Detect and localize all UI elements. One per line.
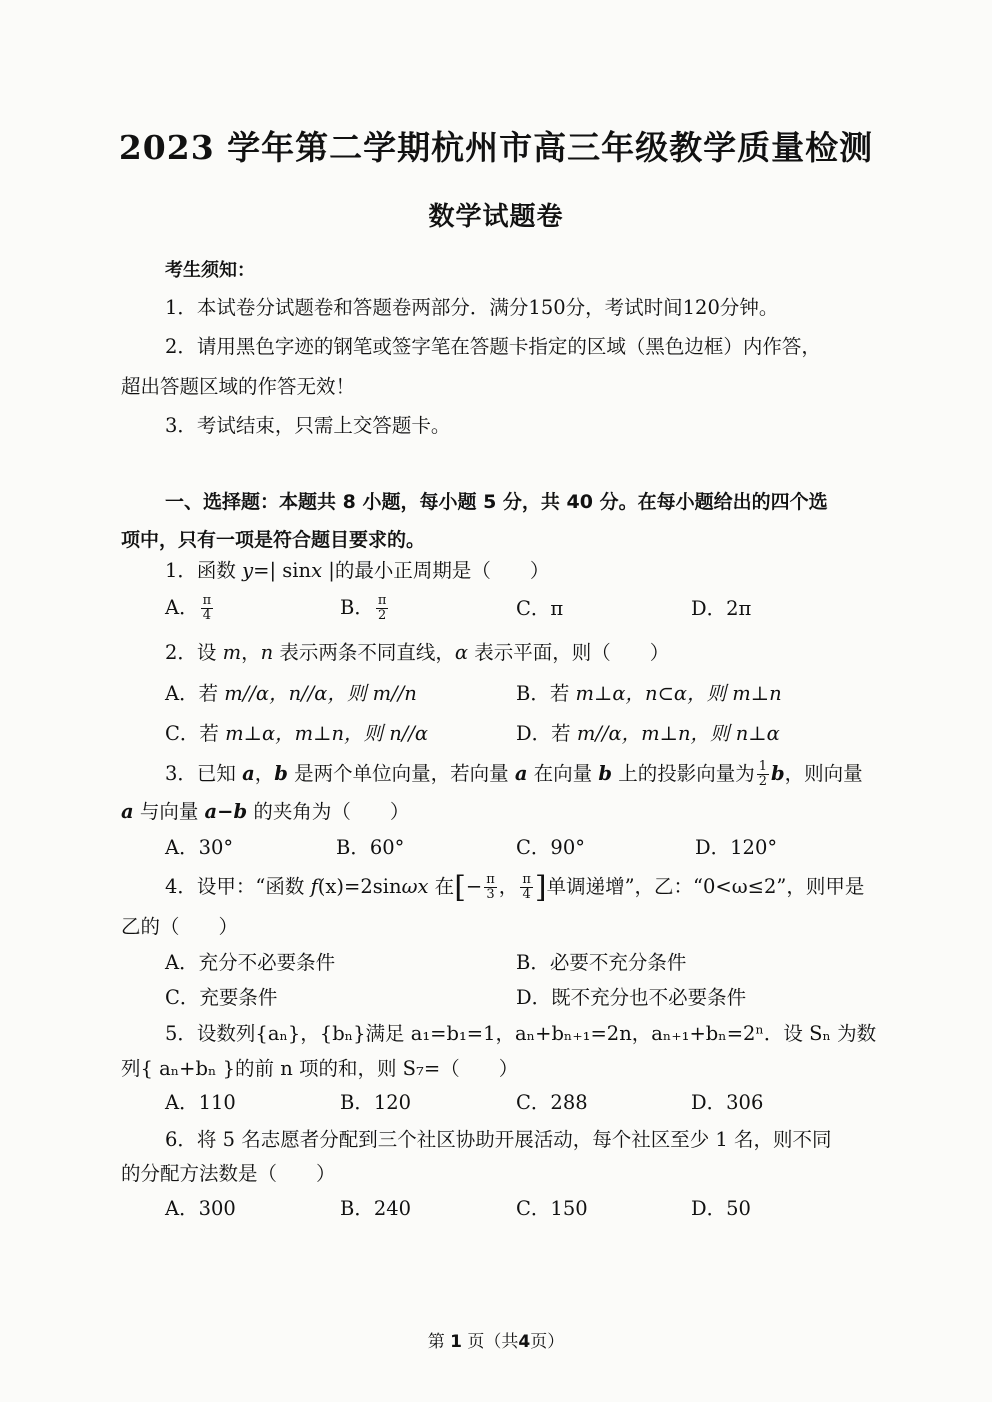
question-4-option-b: B．必要不充分条件 — [516, 951, 687, 974]
question-5-stem-line-2: 列{ aₙ+bₙ }的前 n 项的和，则 S₇=（ ） — [121, 1057, 519, 1080]
question-4-option-d: D．既不充分也不必要条件 — [516, 986, 747, 1009]
question-5-stem-line-1: 5．设数列{aₙ}，{bₙ}满足 a₁=b₁=1，aₙ+bₙ₊₁=2n，aₙ₊₁+bₙ=2ⁿ．设 Sₙ 为数 — [165, 1022, 877, 1045]
question-4-stem-line-2: 乙的（ ） — [121, 915, 239, 938]
notice-item-2-line-2: 超出答题区域的作答无效！ — [121, 375, 356, 398]
question-3-option-b: B．60° — [336, 836, 405, 859]
page-number: 1 — [450, 1332, 462, 1352]
notice-item-2-line-1: 2．请用黑色字迹的钢笔或签字笔在答题卡指定的区域（黑色边框）内作答， — [165, 335, 821, 358]
question-1-stem: 1．函数 y=| sinx |的最小正周期是（ ） — [165, 559, 550, 582]
question-6-option-a: A．300 — [165, 1197, 236, 1220]
fraction: $\frac{\pi}{3}$ — [486, 872, 495, 902]
page-total: 4 — [518, 1332, 531, 1352]
fraction: $\frac{\pi}{4}$ — [522, 872, 531, 902]
section-heading-line-2: 项中，只有一项是符合题目要求的。 — [121, 529, 426, 551]
question-5-option-d: D．306 — [691, 1091, 764, 1114]
question-5-option-c: C．288 — [516, 1091, 588, 1114]
question-6-stem-line-2: 的分配方法数是（ ） — [121, 1162, 336, 1185]
question-3-option-c: C．90° — [516, 836, 585, 859]
notice-item-3: 3．考试结束，只需上交答题卡。 — [165, 414, 451, 437]
question-2-option-b: B．若 m⊥α，n⊂α，则 m⊥n — [516, 682, 782, 705]
fraction: $\frac{\pi}{2}$ — [377, 593, 387, 623]
notice-item-1: 1．本试卷分试题卷和答题卷两部分．满分150分，考试时间120分钟。 — [165, 296, 779, 319]
question-2-option-a: A．若 m//α，n//α，则 m//n — [165, 682, 417, 705]
fraction: $\frac{\pi}{4}$ — [202, 593, 212, 623]
question-2-option-d: D．若 m//α，m⊥n，则 n⊥α — [516, 722, 780, 745]
question-1-option-c: C．π — [516, 597, 564, 620]
question-4-option-a: A．充分不必要条件 — [165, 951, 336, 974]
question-1-option-d: D．2π — [691, 597, 752, 620]
question-2-option-c: C．若 m⊥α，m⊥n，则 n//α — [165, 722, 429, 745]
question-6-option-c: C．150 — [516, 1197, 588, 1220]
notice-heading: 考生须知： — [165, 260, 255, 281]
question-3-stem-line-2: a 与向量 a−b 的夹角为（ ） — [121, 800, 410, 823]
question-6-option-b: B．240 — [340, 1197, 412, 1220]
question-5-option-a: A．110 — [165, 1091, 236, 1114]
question-1-option-a: A． $\frac{\pi}{4}$ — [165, 593, 212, 623]
fraction: $\frac{1}{2}$ — [758, 759, 767, 789]
question-5-option-b: B．120 — [340, 1091, 412, 1114]
question-3-stem-line-1: 3．已知 a，b 是两个单位向量，若向量 a 在向量 b 上的投影向量为 $\frac{1}{2}$ b，则向量 — [165, 759, 863, 789]
section-heading-line-1: 一、选择题：本题共 8 小题，每小题 5 分，共 40 分。在每小题给出的四个选 — [165, 491, 828, 513]
page-footer: 第 1 页（共4页） — [427, 1332, 565, 1352]
question-4-option-c: C．充要条件 — [165, 986, 278, 1009]
question-1-option-b: B． $\frac{\pi}{2}$ — [340, 593, 387, 623]
question-3-option-a: A．30° — [165, 836, 234, 859]
question-4-stem-line-1: 4．设甲：“函数 f(x)=2sinωx 在[− $\frac{\pi}{3}$ ， $\frac{\pi}{4}$ ]单调递增”，乙：“0<ω≤2”，则甲是 — [165, 870, 865, 905]
question-6-option-d: D．50 — [691, 1197, 751, 1220]
question-2-stem: 2．设 m，n 表示两条不同直线，α 表示平面，则（ ） — [165, 641, 670, 664]
page-title: 2023 学年第二学期杭州市高三年级教学质量检测 — [118, 128, 874, 167]
page-subtitle: 数学试题卷 — [428, 202, 564, 232]
question-3-option-d: D．120° — [695, 836, 778, 859]
question-6-stem-line-1: 6．将 5 名志愿者分配到三个社区协助开展活动，每个社区至少 1 名，则不同 — [165, 1128, 832, 1151]
